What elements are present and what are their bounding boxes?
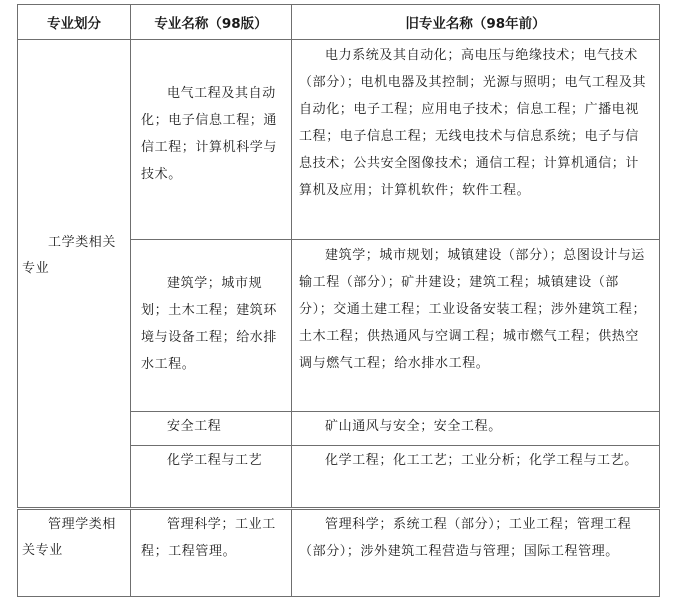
major-name: 化学工程与工艺 bbox=[167, 453, 263, 468]
major-name: 管理科学；工业工程；工程管理。 bbox=[141, 517, 276, 559]
old-major-name-cell bbox=[292, 412, 660, 446]
header-old-name: 旧专业名称（98年前） bbox=[292, 5, 660, 40]
old-major-name: 矿山通风与安全；安全工程。 bbox=[325, 419, 502, 434]
old-major-name: 化学工程；化工工艺；工业分析；化学工程与工艺。 bbox=[325, 453, 638, 468]
major-name: 建筑学；城市规划；土木工程；建筑环境与设备工程；给水排水工程。 bbox=[141, 276, 278, 372]
category-label-management: 管理学类相关专业 bbox=[22, 517, 117, 558]
old-major-name: 电力系统及其自动化；高电压与绝缘技术；电气技术（部分）；电机电器及其控制；光源与照明；电气工程及其自动化；电子工程；应用电子技术；信息工程；广播电视工程；电子信息工程；无线电技术与信息系统；电子与信息技术；公共安全图像技术；通信工程；计算机通信；计算机及应用；计算机软件；软件工程。 bbox=[299, 48, 647, 198]
major-name-cell bbox=[131, 412, 292, 446]
old-major-name: 管理科学；系统工程（部分）；工业工程；管理工程（部分）；涉外建筑工程营造与管理；国际工程管理。 bbox=[299, 517, 632, 559]
old-major-name-cell bbox=[292, 509, 660, 597]
major-name: 安全工程 bbox=[167, 419, 222, 434]
major-name-cell bbox=[131, 40, 292, 240]
header-name: 专业名称（98版） bbox=[131, 5, 292, 40]
major-name-cell bbox=[131, 509, 292, 597]
category-cell-management bbox=[18, 509, 131, 597]
old-major-name-cell bbox=[292, 446, 660, 509]
category-cell-engineering bbox=[18, 40, 131, 509]
table-header-row bbox=[18, 5, 660, 40]
category-label-engineering: 工学类相关专业 bbox=[22, 235, 117, 276]
table-row bbox=[18, 509, 660, 597]
major-name-cell bbox=[131, 240, 292, 412]
major-name: 电气工程及其自动化；电子信息工程；通信工程；计算机科学与技术。 bbox=[141, 86, 278, 182]
major-comparison-table bbox=[17, 4, 660, 597]
old-major-name-cell bbox=[292, 40, 660, 240]
table-row bbox=[18, 40, 660, 240]
header-category: 专业划分 bbox=[18, 5, 131, 40]
old-major-name-cell bbox=[292, 240, 660, 412]
major-name-cell bbox=[131, 446, 292, 509]
old-major-name: 建筑学；城市规划；城镇建设（部分）；总图设计与运输工程（部分）；矿井建设；建筑工程；城镇建设（部分）；交通土建工程；工业设备安装工程；涉外建筑工程；土木工程；供热通风与空调工程；城市燃气工程；供热空调与燃气工程；给水排水工程。 bbox=[299, 248, 647, 371]
